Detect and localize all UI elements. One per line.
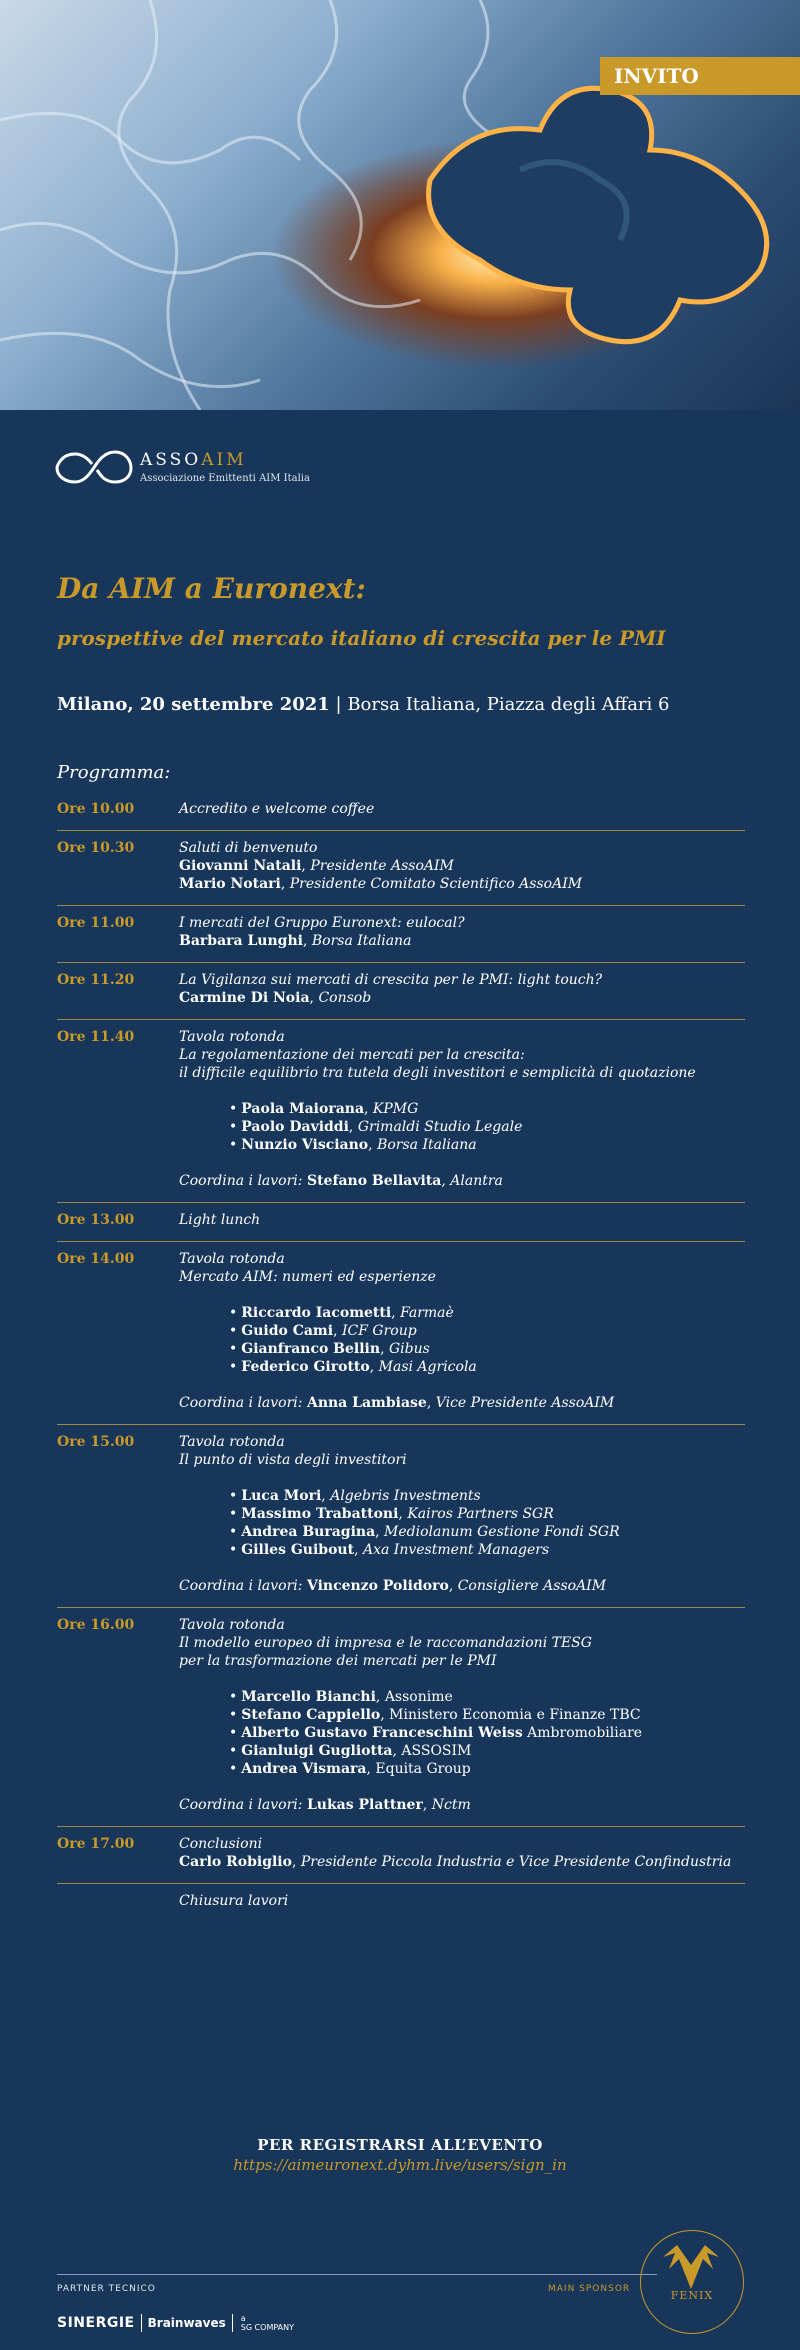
agenda-body: [179, 800, 745, 818]
agenda-text: Coordina i lavori:: [179, 1578, 307, 1594]
agenda-body: [179, 1835, 745, 1871]
agenda-slot: [57, 906, 745, 963]
speaker-name: Stefano Cappiello: [241, 1707, 381, 1723]
agenda-text: ,: [354, 1542, 363, 1558]
speaker-item: [179, 1505, 745, 1523]
logo-name: ASSOAIM: [140, 450, 247, 470]
agenda-line: [179, 1046, 745, 1064]
agenda-text: ,: [333, 1323, 342, 1339]
speaker-role: Nctm: [431, 1797, 471, 1813]
partner-separator: [232, 2314, 233, 2332]
agenda-slot: [57, 1827, 745, 1884]
speaker-role: Algebris Investments: [330, 1488, 481, 1504]
speaker-role: Presidente Comitato Scientifico AssoAIM: [289, 876, 583, 892]
fenix-logo: [640, 2230, 744, 2334]
agenda-time: Ore 11.00: [57, 915, 135, 931]
speaker-name: Anna Lambiase: [306, 1395, 427, 1411]
agenda-line: [179, 1028, 745, 1046]
agenda-list: [57, 792, 745, 1922]
agenda-line: [179, 875, 745, 893]
partner-label: PARTNER TECNICO: [57, 2284, 156, 2294]
speaker-role: Vice Presidente AssoAIM: [435, 1395, 615, 1411]
agenda-line: [179, 1172, 745, 1190]
speaker-role: Borsa Italiana: [311, 933, 412, 949]
agenda-time: Ore 13.00: [57, 1212, 135, 1228]
agenda-spacer: [179, 1154, 745, 1172]
speaker-role: , Assonime: [375, 1689, 453, 1705]
agenda-text: per la trasformazione dei mercati per le PMI: [179, 1653, 497, 1669]
agenda-text: ,: [391, 1305, 401, 1321]
speaker-name: Paola Maiorana: [241, 1101, 365, 1117]
footer-divider: [57, 2274, 657, 2275]
speaker-role: , ASSOSIM: [392, 1743, 472, 1759]
speaker-item: [179, 1304, 745, 1322]
agenda-line: [179, 1268, 745, 1286]
speaker-name: Marcello Bianchi: [241, 1689, 376, 1705]
agenda-text: Tavola rotonda: [179, 1434, 285, 1450]
infinity-logo-icon: [55, 446, 133, 486]
speaker-name: Lukas Plattner: [306, 1797, 423, 1813]
bullet-icon: •: [229, 1305, 238, 1321]
agenda-spacer: [179, 1286, 745, 1304]
agenda-text: ,: [301, 858, 311, 874]
speaker-item: [179, 1487, 745, 1505]
agenda-text: Saluti di benvenuto: [179, 840, 318, 856]
event-date: Milano, 20 settembre 2021: [57, 694, 330, 715]
bullet-icon: •: [229, 1506, 238, 1522]
agenda-line: [179, 857, 745, 875]
speaker-role: Farmaè: [400, 1305, 454, 1321]
event-subtitle: prospettive del mercato italiano di crescita per le PMI: [57, 626, 666, 650]
event-title: Da AIM a Euronext:: [57, 572, 366, 605]
speaker-role: Grimaldi Studio Legale: [357, 1119, 523, 1135]
speaker-item: [179, 1322, 745, 1340]
agenda-time: Ore 16.00: [57, 1617, 135, 1633]
speaker-item: [179, 1760, 745, 1778]
registration-block: [0, 2136, 800, 2174]
speaker-name: Gilles Guibout: [241, 1542, 355, 1558]
agenda-text: Tavola rotonda: [179, 1617, 285, 1633]
assoaim-logo: [55, 446, 395, 486]
agenda-line: [179, 1853, 745, 1871]
agenda-time: Ore 10.30: [57, 840, 135, 856]
program-label: Programma:: [57, 762, 171, 783]
speaker-role: Alantra: [450, 1173, 503, 1189]
agenda-text: ,: [369, 1359, 379, 1375]
agenda-slot: [57, 831, 745, 906]
agenda-line: [179, 800, 745, 818]
speaker-item: [179, 1100, 745, 1118]
agenda-body: [179, 1433, 745, 1595]
agenda-text: ,: [348, 1119, 358, 1135]
agenda-body: [179, 839, 745, 893]
agenda-text: ,: [302, 933, 312, 949]
agenda-line: [179, 839, 745, 857]
speaker-role: Kairos Partners SGR: [407, 1506, 554, 1522]
agenda-text: ,: [375, 1524, 385, 1540]
speaker-role: Presidente Piccola Industria e Vice Presidente Confindustria: [300, 1854, 732, 1870]
bullet-icon: •: [229, 1761, 238, 1777]
fenix-name: FENIX: [670, 2289, 714, 2302]
speaker-item: [179, 1118, 745, 1136]
agenda-text: ,: [364, 1101, 373, 1117]
brainwaves-logo: Brainwaves: [147, 2316, 226, 2330]
bullet-icon: •: [229, 1323, 238, 1339]
agenda-line: [179, 1616, 745, 1634]
bullet-icon: •: [229, 1488, 238, 1504]
agenda-body: [179, 1211, 745, 1229]
speaker-role: Gibus: [388, 1341, 430, 1357]
agenda-text: Coordina i lavori:: [179, 1173, 307, 1189]
agenda-text: Il punto di vista degli investitori: [179, 1452, 407, 1468]
agenda-text: Conclusioni: [179, 1836, 263, 1852]
agenda-text: Light lunch: [179, 1212, 261, 1228]
speaker-name: Mario Notari: [179, 876, 281, 892]
agenda-slot: [57, 1242, 745, 1425]
sinergie-logo: SINERGIE: [57, 2315, 135, 2331]
agenda-line: [179, 1433, 745, 1451]
agenda-line: [179, 1211, 745, 1229]
bullet-icon: •: [229, 1542, 238, 1558]
agenda-time: Ore 11.20: [57, 972, 135, 988]
sg-company-logo: a SG COMPANY: [240, 2314, 294, 2332]
speaker-name: Barbara Lunghi: [179, 933, 303, 949]
registration-link[interactable]: https://aimeuronext.dyhm.live/users/sign_in: [233, 2156, 567, 2174]
agenda-slot: [57, 1020, 745, 1203]
agenda-body: [179, 914, 745, 950]
registration-title: PER REGISTRARSI ALL’EVENTO: [257, 2136, 543, 2154]
agenda-text: Coordina i lavori:: [179, 1797, 307, 1813]
speaker-name: Guido Cami: [241, 1323, 334, 1339]
sponsor-label: MAIN SPONSOR: [548, 2284, 631, 2294]
agenda-text: ,: [448, 1578, 458, 1594]
agenda-body: [179, 1028, 745, 1190]
speaker-role: Axa Investment Managers: [362, 1542, 550, 1558]
agenda-line: [179, 932, 745, 950]
agenda-text: La Vigilanza sui mercati di crescita per le PMI: light touch?: [179, 972, 603, 988]
agenda-line: [179, 971, 745, 989]
bullet-icon: •: [229, 1101, 238, 1117]
agenda-slot: [57, 963, 745, 1020]
speaker-name: Paolo Daviddi: [241, 1119, 349, 1135]
bullet-icon: •: [229, 1341, 238, 1357]
agenda-line: [179, 989, 745, 1007]
agenda-spacer: [179, 1469, 745, 1487]
agenda-text: ,: [426, 1395, 436, 1411]
agenda-text: Accredito e welcome coffee: [179, 801, 375, 817]
agenda-text: Tavola rotonda: [179, 1251, 285, 1267]
speaker-item: [179, 1523, 745, 1541]
agenda-body: [179, 1616, 745, 1814]
speaker-role: Masi Agricola: [378, 1359, 477, 1375]
speaker-item: [179, 1688, 745, 1706]
agenda-time: Ore 14.00: [57, 1251, 135, 1267]
agenda-slot: [57, 1425, 745, 1608]
speaker-name: Alberto Gustavo Franceschini Weiss: [241, 1725, 523, 1741]
agenda-text: ,: [291, 1854, 301, 1870]
event-date-venue: Milano, 20 settembre 2021 | Borsa Italiana, Piazza degli Affari 6: [57, 694, 670, 715]
agenda-body: [179, 971, 745, 1007]
bullet-icon: •: [229, 1743, 238, 1759]
speaker-name: Federico Girotto: [241, 1359, 370, 1375]
speaker-item: [179, 1340, 745, 1358]
bullet-icon: •: [229, 1359, 238, 1375]
agenda-spacer: [179, 1670, 745, 1688]
speaker-role: Borsa Italiana: [377, 1137, 477, 1153]
agenda-text: ,: [398, 1506, 408, 1522]
agenda-time: Ore 10.00: [57, 801, 135, 817]
bullet-icon: •: [229, 1119, 238, 1135]
speaker-name: Luca Mori: [241, 1488, 322, 1504]
agenda-line: [179, 1064, 745, 1082]
agenda-slot: [57, 1203, 745, 1242]
agenda-time: [57, 1892, 179, 1910]
agenda-line: [179, 914, 745, 932]
speaker-role: , Equita Group: [366, 1761, 471, 1777]
speaker-item: [179, 1358, 745, 1376]
speaker-name: Carlo Robiglio: [179, 1854, 292, 1870]
speaker-role: , Ministero Economia e Finanze TBC: [380, 1707, 641, 1723]
agenda-text: La regolamentazione dei mercati per la crescita:: [179, 1047, 525, 1063]
agenda-spacer: [179, 1376, 745, 1394]
invite-badge: INVITO: [600, 57, 800, 95]
speaker-name: Giovanni Natali: [179, 858, 302, 874]
speaker-name: Carmine Di Noia: [179, 990, 310, 1006]
agenda-time: Ore 15.00: [57, 1434, 135, 1450]
agenda-text: ,: [280, 876, 290, 892]
agenda-line: [179, 1577, 745, 1595]
partner-separator: [141, 2314, 142, 2332]
speaker-name: Massimo Trabattoni: [241, 1506, 399, 1522]
agenda-spacer: [179, 1778, 745, 1796]
speaker-name: Andrea Buragina: [241, 1524, 376, 1540]
agenda-text: Tavola rotonda: [179, 1029, 285, 1045]
agenda-line: [179, 1892, 745, 1910]
speaker-name: Andrea Vismara: [241, 1761, 367, 1777]
speaker-name: Gianluigi Gugliotta: [241, 1743, 393, 1759]
agenda-body: [179, 1892, 745, 1910]
agenda-slot: [57, 792, 745, 831]
bullet-icon: •: [229, 1524, 238, 1540]
speaker-name: Nunzio Visciano: [241, 1137, 369, 1153]
agenda-body: [179, 1250, 745, 1412]
speaker-name: Stefano Bellavita: [306, 1173, 442, 1189]
agenda-line: [179, 1451, 745, 1469]
agenda-text: Mercato AIM: numeri ed esperienze: [179, 1269, 436, 1285]
speaker-item: [179, 1136, 745, 1154]
bullet-icon: •: [229, 1137, 238, 1153]
speaker-name: Riccardo Iacometti: [241, 1305, 392, 1321]
agenda-line: [179, 1796, 745, 1814]
agenda-text: Coordina i lavori:: [179, 1395, 307, 1411]
agenda-text: il difficile equilibrio tra tutela degli investitori e semplicità di quotazione: [179, 1065, 696, 1081]
hero-image: [0, 0, 800, 410]
agenda-text: ,: [368, 1137, 378, 1153]
agenda-line: [179, 1652, 745, 1670]
speaker-role: ICF Group: [341, 1323, 417, 1339]
agenda-line: [179, 1394, 745, 1412]
agenda-text: ,: [321, 1488, 331, 1504]
agenda-text: ,: [441, 1173, 451, 1189]
logo-subtitle: Associazione Emittenti AIM Italia: [140, 473, 310, 484]
agenda-slot: [57, 1884, 745, 1922]
agenda-slot: [57, 1608, 745, 1827]
speaker-role: Presidente AssoAIM: [310, 858, 454, 874]
agenda-line: [179, 1634, 745, 1652]
speaker-role: Ambromobiliare: [522, 1725, 643, 1741]
agenda-line: [179, 1250, 745, 1268]
speaker-item: [179, 1541, 745, 1559]
agenda-time: Ore 11.40: [57, 1029, 135, 1045]
agenda-spacer: [179, 1082, 745, 1100]
bullet-icon: •: [229, 1725, 238, 1741]
agenda-line: [179, 1835, 745, 1853]
speaker-item: [179, 1724, 745, 1742]
agenda-text: ,: [422, 1797, 432, 1813]
speaker-name: Gianfranco Bellin: [241, 1341, 381, 1357]
speaker-name: Vincenzo Polidoro: [306, 1578, 449, 1594]
agenda-text: ,: [380, 1341, 389, 1357]
speaker-role: Consigliere AssoAIM: [457, 1578, 607, 1594]
bullet-icon: •: [229, 1689, 238, 1705]
speaker-item: [179, 1706, 745, 1724]
agenda-text: Chiusura lavori: [179, 1893, 289, 1909]
agenda-text: I mercati del Gruppo Euronext: eulocal?: [179, 915, 465, 931]
agenda-text: Il modello europeo di impresa e le raccomandazioni TESG: [179, 1635, 592, 1651]
agenda-time: Ore 17.00: [57, 1836, 135, 1852]
speaker-role: KPMG: [372, 1101, 419, 1117]
agenda-spacer: [179, 1559, 745, 1577]
speaker-role: Consob: [318, 990, 372, 1006]
event-venue: Borsa Italiana, Piazza degli Affari 6: [347, 694, 670, 715]
speaker-role: Mediolanum Gestione Fondi SGR: [384, 1524, 620, 1540]
agenda-text: ,: [309, 990, 319, 1006]
speaker-item: [179, 1742, 745, 1760]
bullet-icon: •: [229, 1707, 238, 1723]
partner-logos: [57, 2312, 294, 2334]
